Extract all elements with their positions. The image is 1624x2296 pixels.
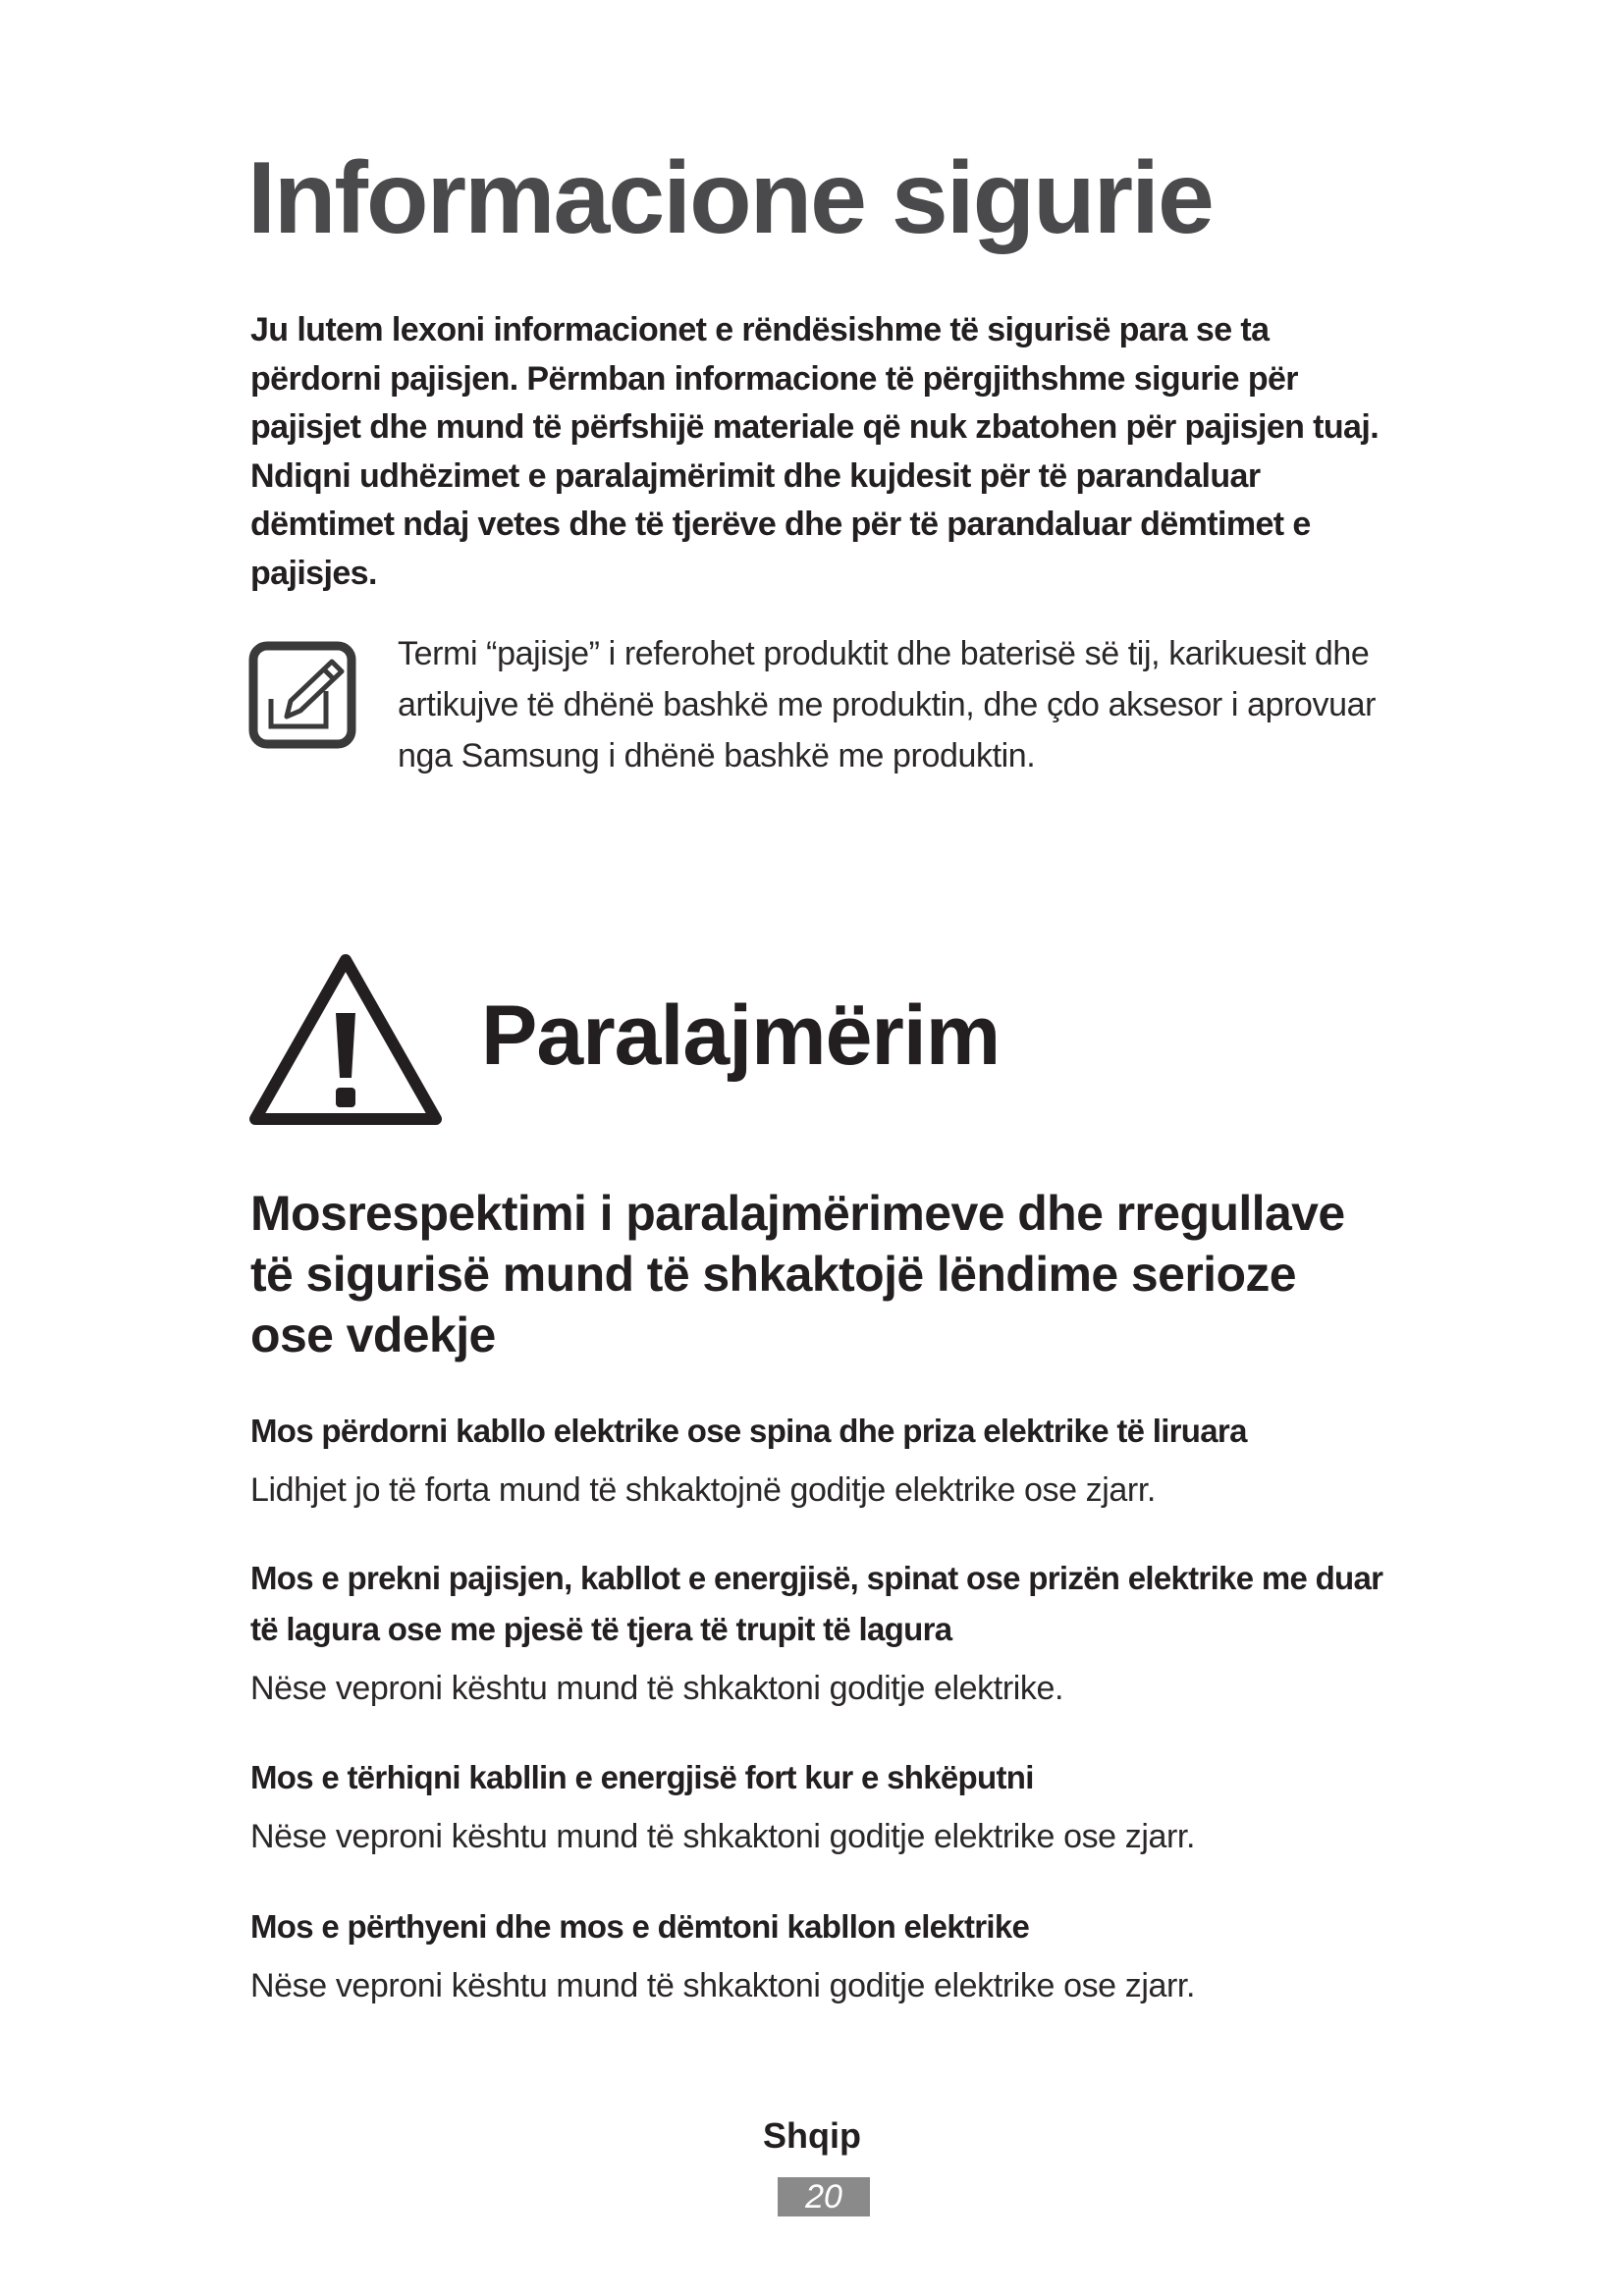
warning-item-desc: Nëse veproni kështu mund të shkaktoni goditje elektrike ose zjarr.: [250, 1818, 1196, 1855]
warning-item-title: Mos e tërhiqni kabllin e energjisë fort kur e shkëputni: [250, 1759, 1034, 1795]
footer-language: Shqip: [763, 2115, 861, 2156]
warning-triangle-icon: [247, 952, 444, 1129]
warning-item-title: Mos e prekni pajisjen, kabllot e energjisë, spinat ose prizën elektrike me duar të lagura ose me pjesë të tjera të trupit të lagura: [250, 1560, 1383, 1647]
warning-item-title: Mos përdorni kabllo elektrike ose spina dhe priza elektrike të liruara: [250, 1413, 1247, 1449]
warning-subheading: Mosrespektimi i paralajmërimeve dhe rregullave të sigurisë mund të shkaktojë lëndime serioze ose vdekje: [250, 1186, 1345, 1362]
warning-item-pull-cable: [250, 1752, 1399, 1862]
warning-heading: Paralajmërim: [481, 988, 1001, 1083]
warning-item-desc: Nëse veproni kështu mund të shkaktoni goditje elektrike ose zjarr.: [250, 1967, 1196, 2004]
warning-item-loose-cables: [250, 1406, 1399, 1516]
warning-item-desc: Lidhjet jo të forta mund të shkaktojnë goditje elektrike ose zjarr.: [250, 1471, 1156, 1509]
warning-item-wet-hands: [250, 1553, 1399, 1714]
intro-paragraph: Ju lutem lexoni informacionet e rëndësishme të sigurisë para se ta përdorni pajisjen. Përmban informacione të përgjithshme sigurie për pajisjet dhe mund të përfshijë materiale që nuk zbatohen për pajisjen tuaj. Ndiqni udhëzimet e paralajmërimit dhe kujdesit për të parandaluar dëmtimet ndaj vetes dhe të tjerëve dhe për të parandaluar dëmtimet e pajisjes.: [250, 311, 1380, 592]
note-text: Termi “pajisje” i referohet produktit dhe baterisë së tij, karikuesit dhe artikujve të dhënë bashkë me produktin, dhe çdo aksesor i aprovuar nga Samsung i dhënë bashkë me produktin.: [398, 635, 1377, 774]
page-number: 20: [778, 2177, 870, 2216]
warning-item-bend-cable: [250, 1901, 1399, 2011]
page-title: Informacione sigurie: [247, 141, 1213, 255]
warning-item-desc: Nëse veproni kështu mund të shkaktoni goditje elektrike.: [250, 1670, 1064, 1707]
note-pencil-icon: [247, 640, 357, 750]
warning-item-title: Mos e përthyeni dhe mos e dëmtoni kabllon elektrike: [250, 1908, 1030, 1945]
